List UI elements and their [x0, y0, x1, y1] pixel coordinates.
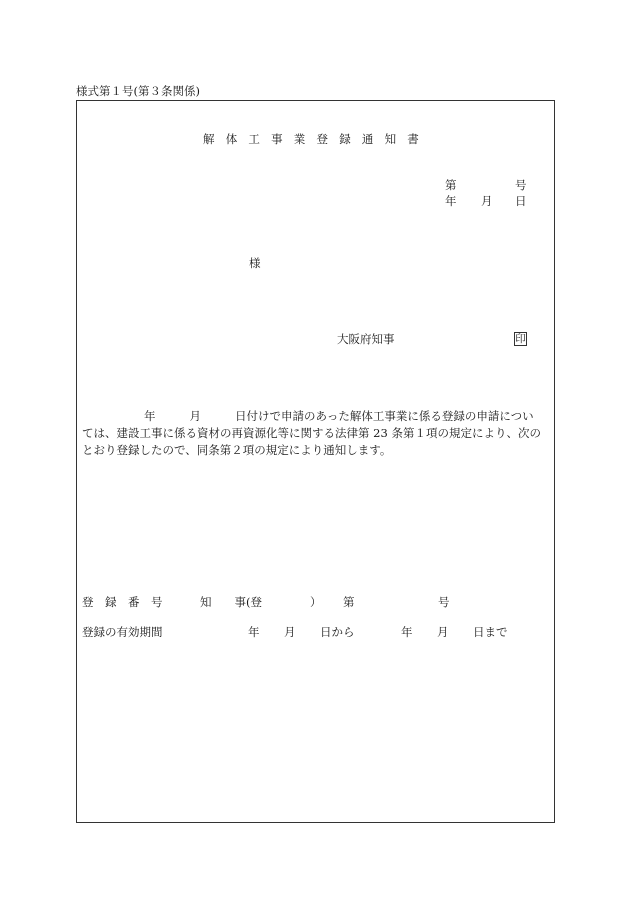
- body-year-label: 年: [144, 409, 156, 423]
- validity-to-month: 月: [437, 625, 449, 639]
- date-month-label: 月: [481, 194, 493, 208]
- issuer-name: 大阪府知事: [337, 332, 395, 346]
- notice-body-line-3: とおり登録したので、同条第２項の規定により通知します。: [82, 443, 392, 457]
- validity-from-month: 月: [284, 625, 296, 639]
- registration-dai: 第: [343, 595, 355, 609]
- notice-body-line-2: ては、建設工事に係る資材の再資源化等に関する法律第 23 条第１項の規定により、次の: [82, 426, 541, 440]
- doc-number-prefix: 第: [445, 178, 457, 192]
- body-month-label: 月: [189, 409, 201, 423]
- official-seal: [514, 332, 527, 346]
- notice-body: [82, 408, 552, 459]
- date-year-label: 年: [445, 194, 457, 208]
- validity-period-label: 登録の有効期間: [82, 625, 163, 639]
- document-title: 解体工事業登録通知書: [203, 132, 430, 146]
- registration-gou: 号: [438, 595, 450, 609]
- validity-from-year: 年: [248, 625, 260, 639]
- form-number-label: 様式第１号(第３条関係): [76, 84, 200, 98]
- form-sheet: [76, 100, 555, 823]
- date-day-label: 日: [515, 194, 527, 208]
- seal-mark: 印: [515, 333, 526, 345]
- registration-number-label: 登 録 番 号: [82, 595, 163, 609]
- registration-paren-close: ）: [310, 595, 322, 609]
- validity-to-year: 年: [401, 625, 413, 639]
- doc-number-suffix: 号: [515, 178, 527, 192]
- validity-from-day: 日から: [320, 625, 355, 639]
- notice-body-line-1: [82, 408, 552, 425]
- recipient-honorific: 様: [249, 256, 261, 270]
- body-line-1-text: 日付けで申請のあった解体工事業に係る登録の申請につい: [235, 409, 534, 423]
- validity-to-day: 日まで: [473, 625, 508, 639]
- registration-governor-text: 知 事(登: [200, 595, 262, 609]
